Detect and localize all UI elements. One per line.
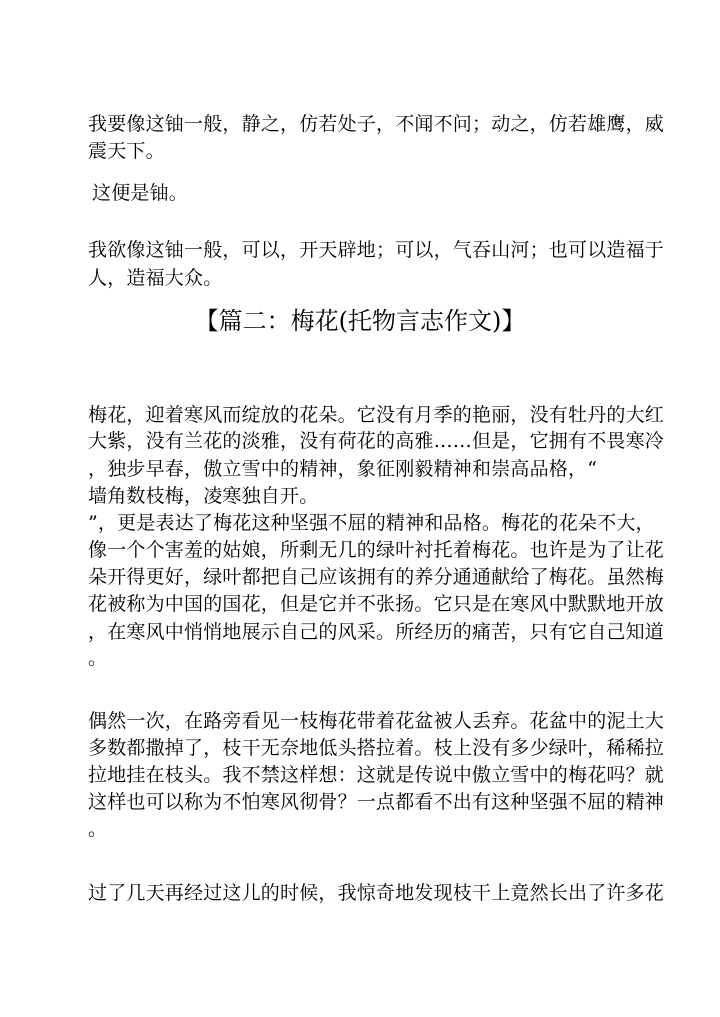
paragraph-line: 拉地挂在枝头。我不禁这样想：这就是传说中傲立雪中的梅花吗？就 bbox=[88, 764, 665, 786]
paragraph-line: 过了几天再经过这儿的时候，我惊奇地发现枝干上竟然长出了许多花 bbox=[88, 882, 665, 904]
paragraph-line: 花被称为中国的国花，但是它并不张扬。它只是在寒风中默默地开放 bbox=[88, 593, 665, 615]
paragraph-line: ，在寒风中悄悄地展示自己的风采。所经历的痛苦，只有它自己知道 bbox=[88, 621, 665, 643]
paragraph-line: ，独步早春，傲立雪中的精神，象征刚毅精神和崇高品格，“ bbox=[88, 458, 598, 480]
paragraph-line: 朵开得更好，绿叶都把自己应该拥有的养分通通献给了梅花。虽然梅 bbox=[88, 566, 665, 588]
paragraph-line: 多数都撒掉了，枝干无奈地低头搭拉着。枝上没有多少绿叶，稀稀拉 bbox=[88, 737, 665, 759]
paragraph-line: 我欲像这铀一般，可以，开天辟地；可以，气吞山河；也可以造福于 bbox=[88, 239, 665, 261]
section-heading: 【篇二：梅花(托物言志作文)】 bbox=[194, 307, 526, 335]
paragraph-line: 偶然一次，在路旁看见一枝梅花带着花盆被人丢弃。花盆中的泥土大 bbox=[88, 710, 665, 732]
paragraph-line: 我要像这铀一般，静之，仿若处子，不闻不问；动之，仿若雄鹰，威 bbox=[88, 113, 665, 135]
paragraph-line: 墙角数枝梅，凌寒独自开。 bbox=[88, 485, 319, 507]
paragraph-line: 。 bbox=[88, 818, 108, 840]
paragraph-line: 人，造福大众。 bbox=[88, 267, 223, 289]
paragraph-line: ”，更是表达了梅花这种坚强不屈的精神和品格。梅花的花朵不大， bbox=[88, 512, 655, 534]
paragraph-line: 像一个个害羞的姑娘，所剩无几的绿叶衬托着梅花。也许是为了让花 bbox=[88, 539, 665, 561]
paragraph-line: 震天下。 bbox=[88, 140, 165, 162]
paragraph-line: 。 bbox=[88, 647, 108, 669]
paragraph-line: 大紫，没有兰花的淡雅，没有荷花的高雅……但是，它拥有不畏寒冷 bbox=[88, 430, 665, 452]
paragraph-line: 这样也可以称为不怕寒风彻骨？一点都看不出有这种坚强不屈的精神 bbox=[88, 791, 665, 813]
paragraph-line: 这便是铀。 bbox=[92, 182, 189, 204]
paragraph-line: 梅花，迎着寒风而绽放的花朵。它没有月季的艳丽，没有牡丹的大红 bbox=[88, 404, 665, 426]
